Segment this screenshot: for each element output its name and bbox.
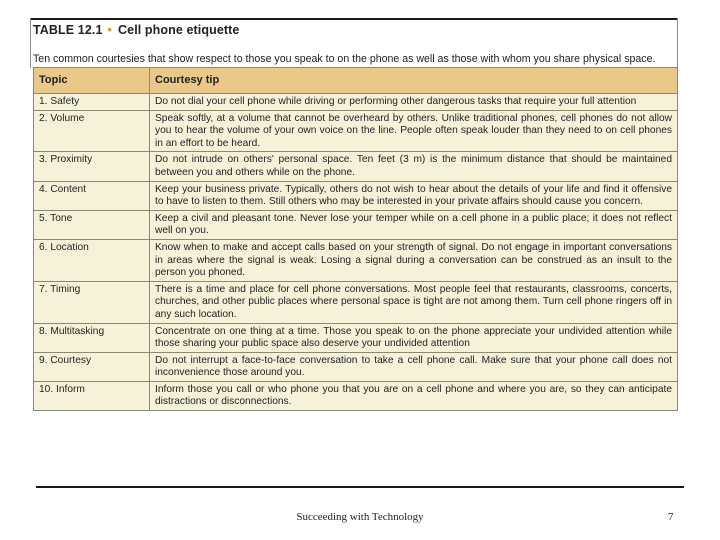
footer-title: Succeeding with Technology — [296, 511, 424, 523]
table-row — [34, 181, 678, 210]
table-row — [34, 323, 678, 352]
row-topic: 4. Content — [34, 181, 150, 210]
table-number: TABLE 12.1 — [33, 23, 103, 37]
row-tip: Speak softly, at a volume that cannot be overheard by others. Unlike traditional phones, cell phones do not allow you to hear the volume of your own voice on the line. People often speak louder than they need to on cell phones in an effort to be heard. — [150, 110, 678, 152]
row-tip: Keep your business private. Typically, others do not wish to hear about the details of your life and find it offensive to have to listen to them. Still others who may be interested in your private affairs should cause you concern. — [150, 181, 678, 210]
table-row — [34, 110, 678, 152]
row-topic: 8. Multitasking — [34, 323, 150, 352]
table-row — [34, 352, 678, 381]
row-topic: 10. Inform — [34, 381, 150, 410]
table-row — [34, 210, 678, 239]
table-title-text: Cell phone etiquette — [118, 23, 240, 37]
left-border — [30, 18, 31, 68]
row-tip: There is a time and place for cell phone conversations. Most people feel that restaurants, classrooms, concerts, churches, and other public places where personal space is tight are not among them. Turn cell phone ringers off in any such location. — [150, 281, 678, 323]
row-tip: Do not interrupt a face-to-face conversation to take a cell phone call. Make sure that your phone call does not inconvenience those around you. — [150, 352, 678, 381]
page-number: 7 — [668, 511, 674, 523]
table-row — [34, 381, 678, 410]
header-row — [34, 68, 678, 94]
right-border — [677, 18, 678, 68]
top-rule — [30, 18, 678, 20]
bottom-rule — [36, 486, 684, 488]
table-row — [34, 94, 678, 111]
row-topic: 1. Safety — [34, 94, 150, 111]
row-tip: Know when to make and accept calls based on your strength of signal. Do not engage in important conversations in areas where the signal is weak. Losing a signal during a conversation can be construed as an insult to the person you phoned. — [150, 239, 678, 281]
title-bullet: • — [107, 23, 113, 37]
row-tip: Do not intrude on others' personal space. Ten feet (3 m) is the minimum distance that should be maintained between you and others while on the phone. — [150, 152, 678, 181]
etiquette-table — [33, 67, 678, 411]
header-tip: Courtesy tip — [150, 68, 678, 94]
row-topic: 6. Location — [34, 239, 150, 281]
header-topic: Topic — [34, 68, 150, 94]
table-row — [34, 152, 678, 181]
row-topic: 7. Timing — [34, 281, 150, 323]
row-tip: Concentrate on one thing at a time. Those you speak to on the phone appreciate your undivided attention while those sharing your public space also deserve your undivided attention — [150, 323, 678, 352]
row-topic: 9. Courtesy — [34, 352, 150, 381]
row-tip: Keep a civil and pleasant tone. Never lose your temper while on a cell phone in a public place; it does not reflect well on you. — [150, 210, 678, 239]
table-title — [33, 23, 239, 37]
table-caption: Ten common courtesies that show respect to those you speak to on the phone as well as those with whom you share physical space. — [33, 53, 656, 65]
row-topic: 2. Volume — [34, 110, 150, 152]
row-topic: 3. Proximity — [34, 152, 150, 181]
row-tip: Inform those you call or who phone you that you are on a cell phone and where you are, so they can anticipate distractions or disconnections. — [150, 381, 678, 410]
table-row — [34, 281, 678, 323]
row-tip: Do not dial your cell phone while driving or performing other dangerous tasks that require your full attention — [150, 94, 678, 111]
table-row — [34, 239, 678, 281]
row-topic: 5. Tone — [34, 210, 150, 239]
